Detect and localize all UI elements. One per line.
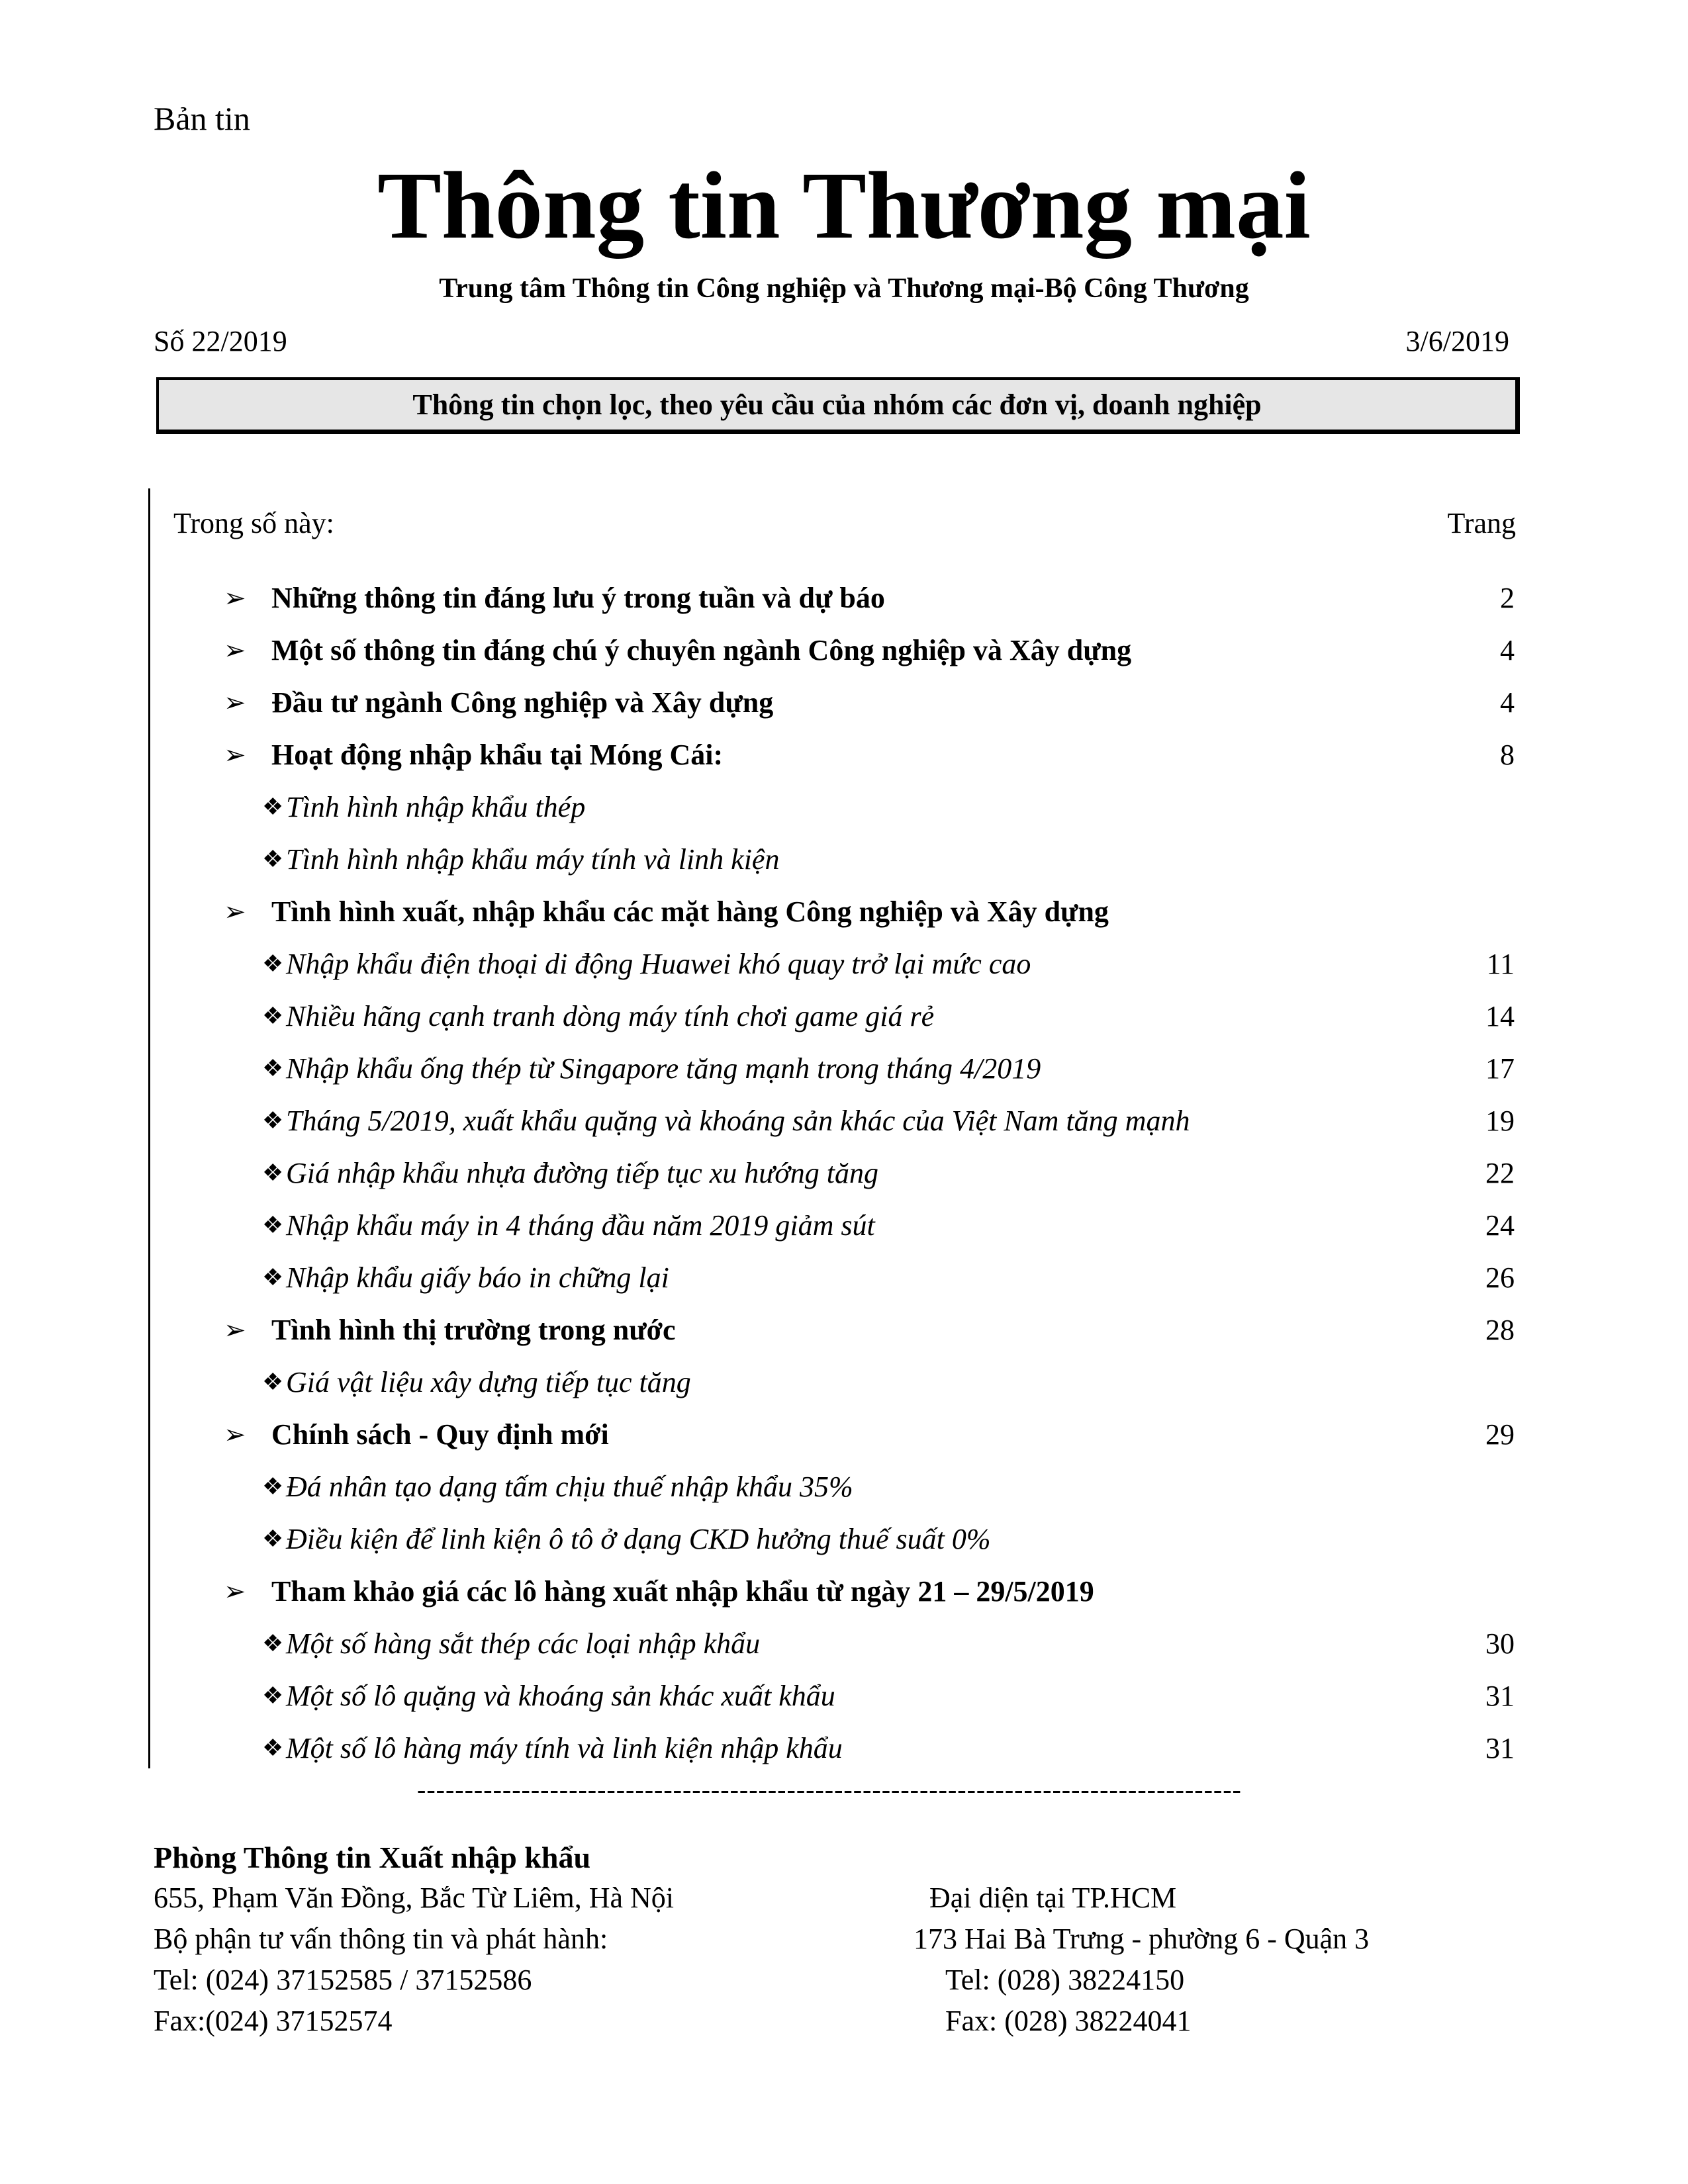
toc-page-number: 26 [1485, 1261, 1515, 1294]
toc-entry-text: Nhập khẩu giấy báo in chững lại [286, 1261, 669, 1294]
toc-entry-text: Nhập khẩu điện thoại di động Huawei khó quay trở lại mức cao [286, 948, 1031, 980]
list-item [0, 1308, 1688, 1360]
hanoi-address: 655, Phạm Văn Đồng, Bắc Từ Liêm, Hà Nội [154, 1882, 675, 1914]
list-item [0, 942, 1688, 994]
toc-page-number: 4 [1500, 634, 1515, 666]
toc-page-number: 29 [1485, 1418, 1515, 1451]
toc-page-number: 30 [1485, 1627, 1515, 1660]
list-item [0, 1151, 1688, 1203]
toc-page-heading: Trang [1447, 507, 1516, 539]
list-item [0, 733, 1688, 785]
toc-entry-text: Tham khảo giá các lô hàng xuất nhập khẩu từ ngày 21 – 29/5/2019 [271, 1575, 1094, 1608]
toc-page-number: 31 [1485, 1680, 1515, 1712]
list-item [0, 1621, 1688, 1674]
hanoi-fax: Fax:(024) 37152574 [154, 2005, 393, 2037]
toc-page-number: 11 [1486, 948, 1515, 980]
toc-entry-text: Giá vật liệu xây dựng tiếp tục tăng [286, 1366, 691, 1398]
diamond-bullet-icon: ❖ [262, 1525, 284, 1552]
list-item [0, 1569, 1688, 1621]
list-item [0, 1360, 1688, 1412]
arrow-bullet-icon: ➢ [224, 897, 246, 927]
toc-entry-text: Tình hình thị trường trong nước [271, 1314, 676, 1346]
list-item [0, 628, 1688, 680]
toc-entry-text: Điều kiện để linh kiện ô tô ở dạng CKD hưởng thuế suất 0% [286, 1523, 991, 1555]
toc-entry-text: Một số thông tin đáng chú ý chuyên ngành Công nghiệp và Xây dựng [271, 634, 1132, 666]
toc-page-number: 22 [1485, 1157, 1515, 1189]
list-item [0, 837, 1688, 889]
list-item [0, 1046, 1688, 1099]
toc-page-number: 19 [1485, 1105, 1515, 1137]
diamond-bullet-icon: ❖ [262, 1107, 284, 1134]
toc-entry-text: Tình hình xuất, nhập khẩu các mặt hàng Công nghiệp và Xây dựng [271, 895, 1109, 928]
dashed-separator: --------------------------------------------------------------------------------------- [417, 1774, 1242, 1804]
toc-entry-text: Chính sách - Quy định mới [271, 1418, 609, 1451]
diamond-bullet-icon: ❖ [262, 794, 284, 820]
advisory-line: Bộ phận tư vấn thông tin và phát hành: [154, 1923, 608, 1955]
issue-date: 3/6/2019 [1405, 325, 1509, 357]
toc-page-number: 24 [1485, 1209, 1515, 1242]
arrow-bullet-icon: ➢ [224, 1315, 246, 1345]
toc-entry-text: Tình hình nhập khẩu thép [286, 791, 586, 823]
list-item [0, 994, 1688, 1046]
list-item [0, 680, 1688, 733]
arrow-bullet-icon: ➢ [224, 583, 246, 613]
hcm-tel: Tel: (028) 38224150 [945, 1964, 1185, 1996]
arrow-bullet-icon: ➢ [224, 1576, 246, 1606]
toc-page-number: 17 [1485, 1052, 1515, 1085]
diamond-bullet-icon: ❖ [262, 1682, 284, 1709]
hcm-address: 173 Hai Bà Trưng - phường 6 - Quận 3 [914, 1923, 1370, 1955]
diamond-bullet-icon: ❖ [262, 1369, 284, 1395]
toc-entry-text: Một số hàng sắt thép các loại nhập khẩu [286, 1627, 761, 1660]
hcm-fax: Fax: (028) 38224041 [945, 2005, 1192, 2037]
toc-page-number: 14 [1485, 1000, 1515, 1032]
diamond-bullet-icon: ❖ [262, 1630, 284, 1657]
issue-number: Số 22/2019 [154, 325, 287, 357]
list-item [0, 785, 1688, 837]
toc-entry-text: Một số lô quặng và khoáng sản khác xuất khẩu [286, 1680, 835, 1712]
banner-text: Thông tin chọn lọc, theo yêu cầu của nhóm các đơn vị, doanh nghiệp [412, 388, 1262, 421]
list-item [0, 1465, 1688, 1517]
page-title: Thông tin Thương mại [377, 153, 1311, 259]
toc-entry-text: Tình hình nhập khẩu máy tính và linh kiện [286, 843, 780, 876]
list-item [0, 1255, 1688, 1308]
list-item [0, 1203, 1688, 1255]
diamond-bullet-icon: ❖ [262, 1003, 284, 1029]
toc-page-number: 28 [1485, 1314, 1515, 1346]
list-item [0, 576, 1688, 628]
diamond-bullet-icon: ❖ [262, 1160, 284, 1186]
hcm-rep-label: Đại diện tại TP.HCM [929, 1882, 1177, 1914]
toc-page-number: 4 [1500, 686, 1515, 719]
diamond-bullet-icon: ❖ [262, 846, 284, 872]
toc-heading: Trong số này: [173, 507, 334, 539]
toc-entry-text: Nhiều hãng cạnh tranh dòng máy tính chơi game giá rẻ [286, 1000, 935, 1032]
hanoi-tel: Tel: (024) 37152585 / 37152586 [154, 1964, 532, 1996]
arrow-bullet-icon: ➢ [224, 635, 246, 665]
arrow-bullet-icon: ➢ [224, 1420, 246, 1449]
arrow-bullet-icon: ➢ [224, 688, 246, 717]
toc-entry-text: Tháng 5/2019, xuất khẩu quặng và khoáng sản khác của Việt Nam tăng mạnh [286, 1105, 1190, 1137]
toc-page-number: 2 [1500, 582, 1515, 614]
toc-entry-text: Đá nhân tạo dạng tấm chịu thuế nhập khẩu 35% [286, 1471, 853, 1503]
table-of-contents [0, 576, 1688, 1778]
list-item [0, 1726, 1688, 1778]
list-item [0, 1674, 1688, 1726]
list-item [0, 889, 1688, 942]
diamond-bullet-icon: ❖ [262, 1264, 284, 1291]
toc-entry-text: Nhập khẩu máy in 4 tháng đầu năm 2019 giảm sút [286, 1209, 875, 1242]
toc-entry-text: Hoạt động nhập khẩu tại Móng Cái: [271, 739, 724, 771]
toc-entry-text: Những thông tin đáng lưu ý trong tuần và dự báo [271, 582, 885, 614]
diamond-bullet-icon: ❖ [262, 950, 284, 977]
toc-entry-text: Đầu tư ngành Công nghiệp và Xây dựng [271, 686, 774, 719]
diamond-bullet-icon: ❖ [262, 1212, 284, 1238]
toc-page-number: 8 [1500, 739, 1515, 771]
toc-entry-text: Một số lô hàng máy tính và linh kiện nhập khẩu [286, 1732, 843, 1764]
diamond-bullet-icon: ❖ [262, 1473, 284, 1500]
list-item [0, 1517, 1688, 1569]
list-item [0, 1412, 1688, 1465]
toc-page-number: 31 [1485, 1732, 1515, 1764]
toc-entry-text: Giá nhập khẩu nhựa đường tiếp tục xu hướng tăng [286, 1157, 878, 1189]
arrow-bullet-icon: ➢ [224, 740, 246, 770]
banner-box [156, 377, 1520, 434]
department-name: Phòng Thông tin Xuất nhập khẩu [154, 1841, 591, 1874]
list-item [0, 1099, 1688, 1151]
diamond-bullet-icon: ❖ [262, 1055, 284, 1081]
publisher-line: Trung tâm Thông tin Công nghiệp và Thương mại-Bộ Công Thương [439, 273, 1249, 304]
diamond-bullet-icon: ❖ [262, 1735, 284, 1761]
toc-entry-text: Nhập khẩu ống thép từ Singapore tăng mạnh trong tháng 4/2019 [286, 1052, 1041, 1085]
kicker-label: Bản tin [154, 100, 250, 137]
